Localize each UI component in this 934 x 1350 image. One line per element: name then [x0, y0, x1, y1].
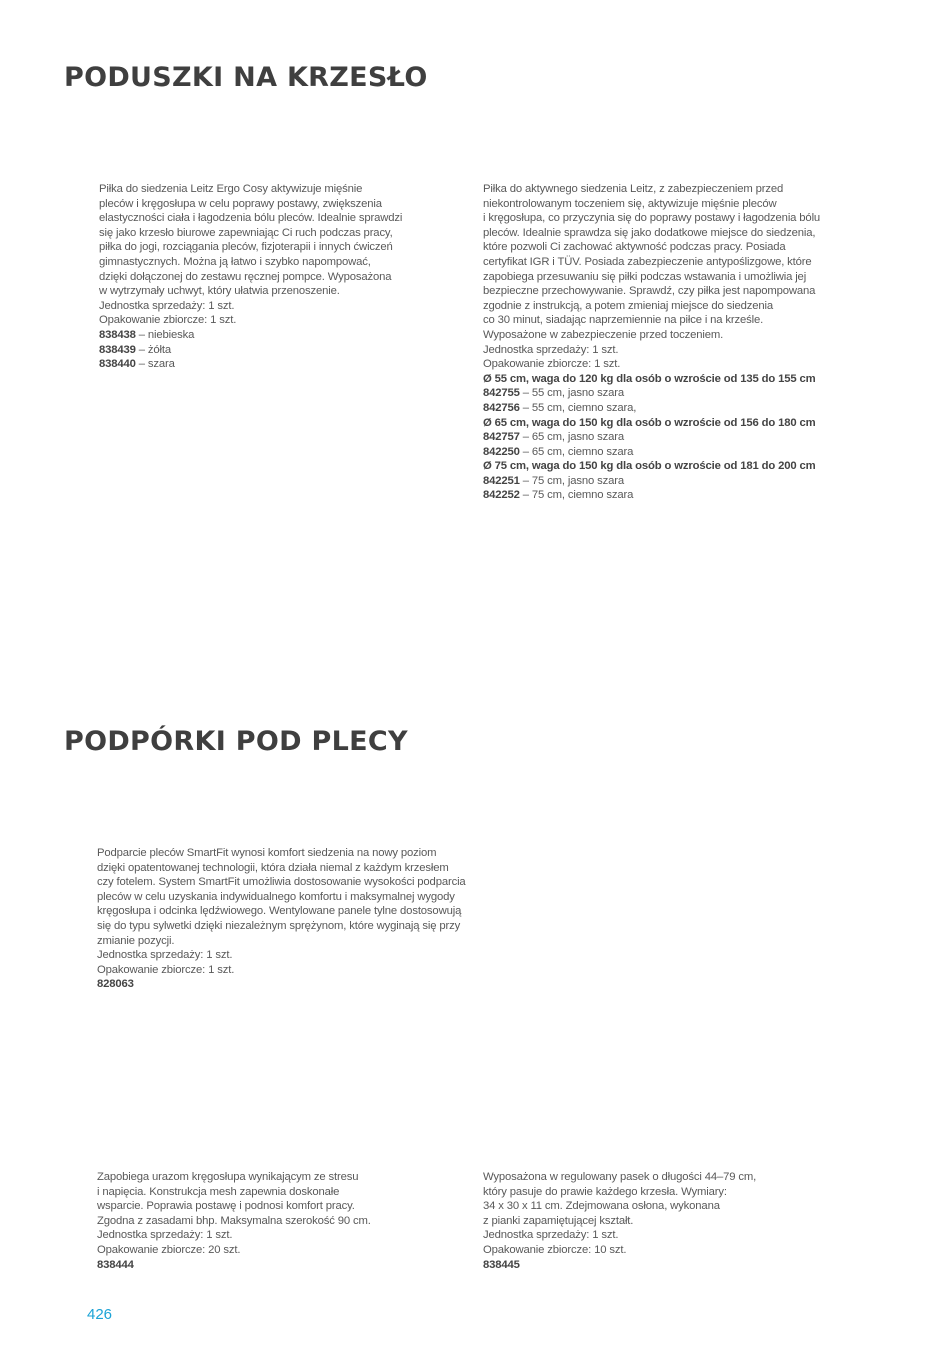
product-variant: [99, 357, 402, 372]
variant-label: – 55 cm, jasno szara: [519, 387, 625, 400]
variant-label: – szara: [135, 358, 175, 371]
text-line: kręgosłupa i odcinka lędźwiowego. Wentylowane panele tylne dostosowują: [97, 905, 462, 918]
sales-unit: Jednostka sprzedaży: 1 szt.: [483, 343, 619, 356]
text-line: w wytrzymały uchwyt, który ułatwia przenoszenie.: [99, 285, 340, 298]
text-line: certyfikat IGR i TÜV. Posiada zabezpieczenie antypoślizgowe, które: [483, 255, 812, 268]
product-code: 838445: [483, 1258, 520, 1271]
text-line: dzięki opatentowanej technologii, która działa niemal z każdym krzesłem: [97, 861, 449, 874]
text-line: z pianki zapamiętującej kształt.: [483, 1214, 634, 1227]
bulk-packaging: Opakowanie zbiorcze: 10 szt.: [483, 1243, 627, 1256]
text-line: zapobiega przesuwaniu się piłki podczas wstawania i umożliwia jej: [483, 270, 807, 283]
product-code: 828063: [97, 978, 134, 991]
text-line: który pasuje do prawie każdego krzesła. Wymiary:: [483, 1185, 727, 1198]
product-variant: [483, 474, 820, 489]
text-line: Zapobiega urazom kręgosłupa wynikającym ze stresu: [97, 1171, 359, 1183]
section-title-chair-cushions: PODUSZKI NA KRZESŁO: [64, 62, 428, 93]
variant-label: – 75 cm, ciemno szara: [519, 489, 634, 502]
smartfit-back-support-description: [97, 846, 466, 992]
text-line: co 30 minut, siadając naprzemiennie na piłce i na krześle.: [483, 314, 764, 327]
product-variant: [99, 328, 402, 343]
text-line: pleców w celu uzyskania indywidualnego komfortu i maksymalnej wygody: [97, 890, 455, 903]
variant-label: – 65 cm, ciemno szara: [519, 445, 634, 458]
text-line: gimnastycznych. Można ją łatwo i szybko napompować,: [99, 255, 371, 268]
product-code: 842755: [483, 387, 520, 400]
text-line: i napięcia. Konstrukcja mesh zapewnia doskonałe: [97, 1185, 340, 1198]
text-line: dzięki dołączonej do zestawu ręcznej pompce. Wyposażona: [99, 270, 392, 283]
active-sitting-ball-description: [483, 182, 820, 503]
text-line: Podparcie pleców SmartFit wynosi komfort siedzenia na nowy poziom: [97, 847, 437, 859]
text-line: wsparcie. Poprawia postawę i podnosi komfort pracy.: [97, 1200, 355, 1213]
sales-unit: Jednostka sprzedaży: 1 szt.: [99, 299, 235, 312]
text-line: się do typu sylwetki dzięki niezależnym sprężynom, które wyginają się przy: [97, 919, 461, 932]
bulk-packaging: Opakowanie zbiorcze: 20 szt.: [97, 1243, 241, 1256]
text-line: i kręgosłupa, co przyczynia się do poprawy postawy i łagodzenia bólu: [483, 212, 821, 225]
product-code: 842251: [483, 474, 520, 487]
size-spec-75: Ø 75 cm, waga do 150 kg dla osób o wzroście od 181 do 200 cm: [483, 460, 816, 473]
product-code: 838440: [99, 358, 136, 371]
size-spec-65: Ø 65 cm, waga do 150 kg dla osób o wzroście od 156 do 180 cm: [483, 416, 816, 429]
text-line: bezpieczne przechowywanie. Sprawdź, czy piłka jest napompowana: [483, 285, 816, 298]
product-code: 842250: [483, 445, 520, 458]
bulk-packaging: Opakowanie zbiorcze: 1 szt.: [97, 963, 235, 976]
variant-label: – 55 cm, ciemno szara,: [519, 401, 637, 414]
text-line: Piłka do siedzenia Leitz Ergo Cosy aktywizuje mięśnie: [99, 183, 363, 195]
text-line: zgodnie z instrukcją, a potem zmieniaj miejsce do siedzenia: [483, 299, 774, 312]
product-variant: [483, 401, 820, 416]
text-line: Wyposażona w regulowany pasek o długości 44–79 cm,: [483, 1171, 757, 1183]
bulk-packaging: Opakowanie zbiorcze: 1 szt.: [483, 358, 621, 371]
product-code: 838439: [99, 343, 136, 356]
page-number: 426: [87, 1306, 113, 1323]
text-line: piłka do jogi, rozciągania pleców, fizjoterapii i innych ćwiczeń: [99, 241, 393, 254]
text-line: pleców i kręgosłupa w celu poprawy postawy, zwiększenia: [99, 197, 382, 210]
text-line: elastyczności ciała i łagodzenia bólu pleców. Idealnie sprawdzi: [99, 212, 403, 225]
ergo-cosy-ball-description: [99, 182, 402, 372]
product-variant: [483, 386, 820, 401]
text-line: Piłka do aktywnego siedzenia Leitz, z zabezpieczeniem przed: [483, 183, 784, 195]
product-variant: [483, 488, 820, 503]
section-title-back-supports: PODPÓRKI POD PLECY: [64, 726, 408, 757]
product-code: 842756: [483, 401, 520, 414]
variant-label: – 75 cm, jasno szara: [519, 474, 625, 487]
text-line: 34 x 30 x 11 cm. Zdejmowana osłona, wykonana: [483, 1200, 720, 1213]
text-line: zmianie pozycji.: [97, 934, 175, 947]
product-variant: [483, 445, 820, 460]
variant-label: – niebieska: [135, 328, 195, 341]
size-spec-55: Ø 55 cm, waga do 120 kg dla osób o wzroście od 135 do 155 cm: [483, 372, 816, 385]
text-line: pleców. Idealnie sprawdza się jako dodatkowe miejsce do siedzenia,: [483, 226, 816, 239]
bulk-packaging: Opakowanie zbiorcze: 1 szt.: [99, 314, 237, 327]
product-code: 842252: [483, 489, 520, 502]
product-variant: [483, 430, 820, 445]
sales-unit: Jednostka sprzedaży: 1 szt.: [97, 949, 233, 962]
text-line: Zgodna z zasadami bhp. Maksymalna szerokość 90 cm.: [97, 1214, 371, 1227]
sales-unit: Jednostka sprzedaży: 1 szt.: [483, 1229, 619, 1242]
product-code: 842757: [483, 431, 520, 444]
text-line: czy fotelem. System SmartFit umożliwia dostosowanie wysokości podparcia: [97, 876, 466, 889]
text-line: się jako krzesło biurowe zapewniając Ci ruch podczas pracy,: [99, 226, 393, 239]
text-line: niekontrolowanym toczeniem się, aktywizuje mięśnie pleców: [483, 197, 777, 210]
sales-unit: Jednostka sprzedaży: 1 szt.: [97, 1229, 233, 1242]
mesh-back-support-description: [97, 1170, 371, 1272]
variant-label: – żółta: [135, 343, 172, 356]
text-line: które pozwoli Ci zachować aktywność podczas pracy. Posiada: [483, 241, 786, 254]
memory-foam-back-support-description: [483, 1170, 756, 1272]
product-code: 838444: [97, 1258, 134, 1271]
text-line: Wyposażone w zabezpieczenie przed toczeniem.: [483, 328, 724, 341]
product-code: 838438: [99, 328, 136, 341]
product-variant: [99, 343, 402, 358]
variant-label: – 65 cm, jasno szara: [519, 431, 625, 444]
